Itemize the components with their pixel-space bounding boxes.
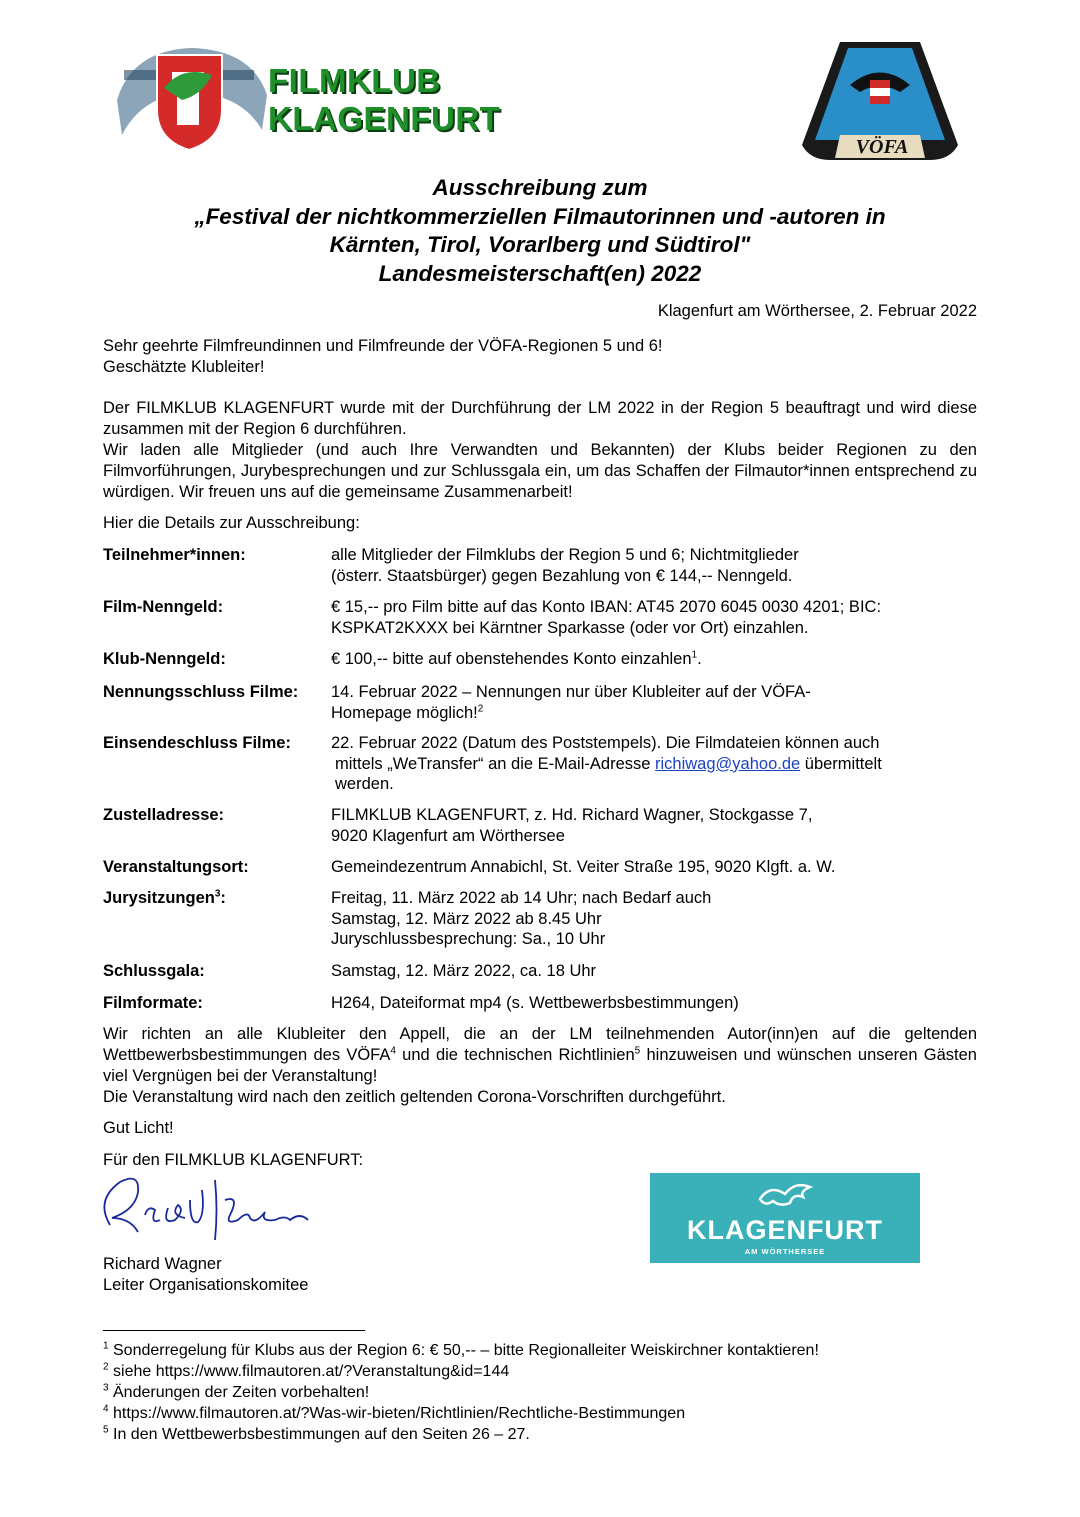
footnote	[103, 1362, 509, 1382]
dragon-icon	[755, 1179, 815, 1213]
footnote-ref-2[interactable]: 2	[477, 703, 484, 714]
detail-value	[331, 597, 971, 638]
footnote-number: 4	[103, 1403, 109, 1415]
footnote	[103, 1383, 369, 1403]
footnote-number: 5	[103, 1424, 109, 1436]
detail-value-end: .	[697, 650, 702, 668]
detail-value-line: werden.	[335, 775, 394, 793]
detail-value-line: übermittelt	[800, 754, 882, 773]
title-line4: Landesmeisterschaft(en) 2022	[378, 260, 702, 286]
footnote-text: https://www.filmautoren.at/?Was-wir-bieten/Richtlinien/Rechtliche-Bestimmungen	[108, 1405, 686, 1422]
footnote-text: In den Wettbewerbsbestimmungen auf den Seiten 26 – 27.	[108, 1426, 530, 1443]
klagenfurt-logo-text: KLAGENFURT	[687, 1215, 883, 1245]
detail-label	[103, 888, 226, 909]
intro-paragraph-1: Der FILMKLUB KLAGENFURT wurde mit der Durchführung der LM 2022 in der Region 5 beauftragt und wird diese zusammen mit der Region 6 durchführen.	[103, 399, 977, 438]
club-name-line2: KLAGENFURT	[268, 100, 501, 137]
title-line3: Kärnten, Tirol, Vorarlberg und Südtirol"	[329, 232, 751, 257]
detail-value	[331, 733, 971, 795]
footnote-number: 2	[103, 1361, 109, 1373]
gut-licht: Gut Licht!	[103, 1119, 174, 1137]
detail-label: Filmformate:	[103, 994, 203, 1012]
footnote-text: Sonderregelung für Klubs aus der Region 6: € 50,-- – bitte Regionalleiter Weiskirchner kontaktieren!	[108, 1342, 819, 1359]
detail-label-text: Jurysitzungen	[103, 889, 215, 907]
footnote-text: Änderungen der Zeiten vorbehalten!	[108, 1384, 370, 1401]
for-club: Für den FILMKLUB KLAGENFURT:	[103, 1151, 364, 1169]
detail-value	[331, 805, 971, 846]
greeting	[103, 336, 977, 378]
intro-paragraph-2: Wir laden alle Mitglieder (und auch Ihre Verwandten und Bekannten) der Klubs beider Regionen zu den Filmvorführungen, Jurybesprechungen und zur Schlussgala ein, um das Schaffen der Filmautor*innen entsprechend zu würdigen. Wir freuen uns auf die gemeinsame Zusammenarbeit!	[103, 441, 977, 501]
detail-label-colon: :	[220, 889, 226, 907]
footnote-number: 1	[103, 1340, 109, 1352]
detail-label: Zustelladresse:	[103, 806, 225, 824]
club-name	[268, 62, 500, 138]
footnote	[103, 1341, 819, 1361]
detail-value-line: Juryschlussbesprechung: Sa., 10 Uhr	[331, 930, 606, 948]
footnote-divider	[103, 1330, 365, 1331]
film-reel-coat-of-arms-icon	[112, 40, 272, 155]
detail-value-line: Freitag, 11. März 2022 ab 14 Uhr; nach Bedarf auch	[331, 889, 712, 907]
detail-label: Einsendeschluss Filme:	[103, 734, 291, 752]
detail-value-line: 14. Februar 2022 – Nennungen nur über Klubleiter auf der VÖFA-	[331, 683, 811, 701]
detail-value-line: Homepage möglich!	[331, 703, 478, 722]
email-link[interactable]: richiwag@yahoo.de	[655, 754, 801, 773]
handwritten-signature	[90, 1170, 330, 1250]
detail-value-line: 9020 Klagenfurt am Wörthersee	[331, 826, 565, 845]
footnote	[103, 1425, 530, 1445]
detail-value: H264, Dateiformat mp4 (s. Wettbewerbsbestimmungen)	[331, 994, 739, 1012]
intro-paragraph-3: Hier die Details zur Ausschreibung:	[103, 514, 360, 532]
detail-value: Gemeindezentrum Annabichl, St. Veiter Straße 195, 9020 Klgft. a. W.	[331, 858, 836, 876]
detail-value-line: mittels „WeTransfer“ an die E-Mail-Adresse	[335, 754, 656, 773]
greeting-line1: Sehr geehrte Filmfreundinnen und Filmfreunde der VÖFA-Regionen 5 und 6!	[103, 337, 663, 355]
detail-value-line: (österr. Staatsbürger) gegen Bezahlung von € 144,-- Nenngeld.	[331, 566, 793, 585]
footnote-text: siehe https://www.filmautoren.at/?Veranstaltung&id=144	[108, 1363, 510, 1380]
closing-paragraph-1	[103, 1024, 977, 1087]
footnote	[103, 1404, 685, 1424]
detail-value	[331, 545, 971, 586]
detail-label: Film-Nenngeld:	[103, 598, 224, 616]
closing-text: und die technischen Richtlinien	[395, 1046, 635, 1064]
club-name-line1: FILMKLUB	[268, 62, 441, 99]
detail-value-line: KSPKAT2KXXX bei Kärntner Sparkasse (oder vor Ort) einzahlen.	[331, 618, 809, 637]
detail-value-line: FILMKLUB KLAGENFURT, z. Hd. Richard Wagner, Stockgasse 7,	[331, 806, 813, 824]
voefa-logo-text: VÖFA	[855, 136, 909, 158]
detail-value-line: alle Mitglieder der Filmklubs der Region 5 und 6; Nichtmitglieder	[331, 546, 799, 564]
signer-name: Richard Wagner	[103, 1255, 222, 1273]
greeting-line2: Geschätzte Klubleiter!	[103, 358, 265, 376]
footnote-ref-4[interactable]: 4	[390, 1045, 396, 1057]
title-line2: „Festival der nichtkommerziellen Filmautorinnen und -autoren in	[194, 203, 886, 229]
detail-value-line: Samstag, 12. März 2022 ab 8.45 Uhr	[331, 909, 602, 928]
footnote-ref-1[interactable]: 1	[691, 649, 698, 661]
detail-label: Teilnehmer*innen:	[103, 546, 246, 564]
detail-label: Schlussgala:	[103, 962, 205, 980]
footnote-number: 3	[103, 1382, 109, 1394]
closing-paragraph-2: Die Veranstaltung wird nach den zeitlich geltenden Corona-Vorschriften durchgeführt.	[103, 1088, 726, 1106]
detail-value-line: € 100,-- bitte auf obenstehendes Konto einzahlen	[331, 650, 692, 668]
detail-value: Samstag, 12. März 2022, ca. 18 Uhr	[331, 962, 597, 980]
footnote-ref-5[interactable]: 5	[634, 1045, 641, 1057]
detail-value-line: € 15,-- pro Film bitte auf das Konto IBAN: AT45 2070 6045 0030 4201; BIC:	[331, 598, 882, 616]
dateline: Klagenfurt am Wörthersee, 2. Februar 2022	[657, 302, 977, 320]
title-line1: Ausschreibung zum	[432, 175, 648, 200]
klagenfurt-logo-subtext: AM WÖRTHERSEE	[744, 1247, 826, 1256]
detail-value	[331, 682, 971, 723]
detail-value	[331, 649, 971, 670]
detail-value-line: 22. Februar 2022 (Datum des Poststempels). Die Filmdateien können auch	[331, 734, 880, 752]
closing-text: Wir richten an alle Klubleiter den Appell, die an der LM teilnehmenden Autor(inn)en auf die geltenden Wettbewerbsbestimmungen des VÖFA	[103, 1025, 977, 1064]
closing-text: hinzuweisen und wünschen unseren Gästen viel Vergnügen bei der Veranstaltung!	[103, 1046, 977, 1085]
detail-label: Veranstaltungsort:	[103, 858, 249, 876]
detail-label: Klub-Nenngeld:	[103, 650, 226, 668]
document-title	[100, 174, 980, 288]
footnote-ref-3[interactable]: 3	[214, 888, 221, 900]
signer-role: Leiter Organisationskomitee	[103, 1276, 309, 1294]
signature-icon	[90, 1170, 330, 1250]
detail-value	[331, 888, 971, 950]
voefa-logo	[800, 40, 960, 162]
detail-label: Nennungsschluss Filme:	[103, 683, 299, 701]
